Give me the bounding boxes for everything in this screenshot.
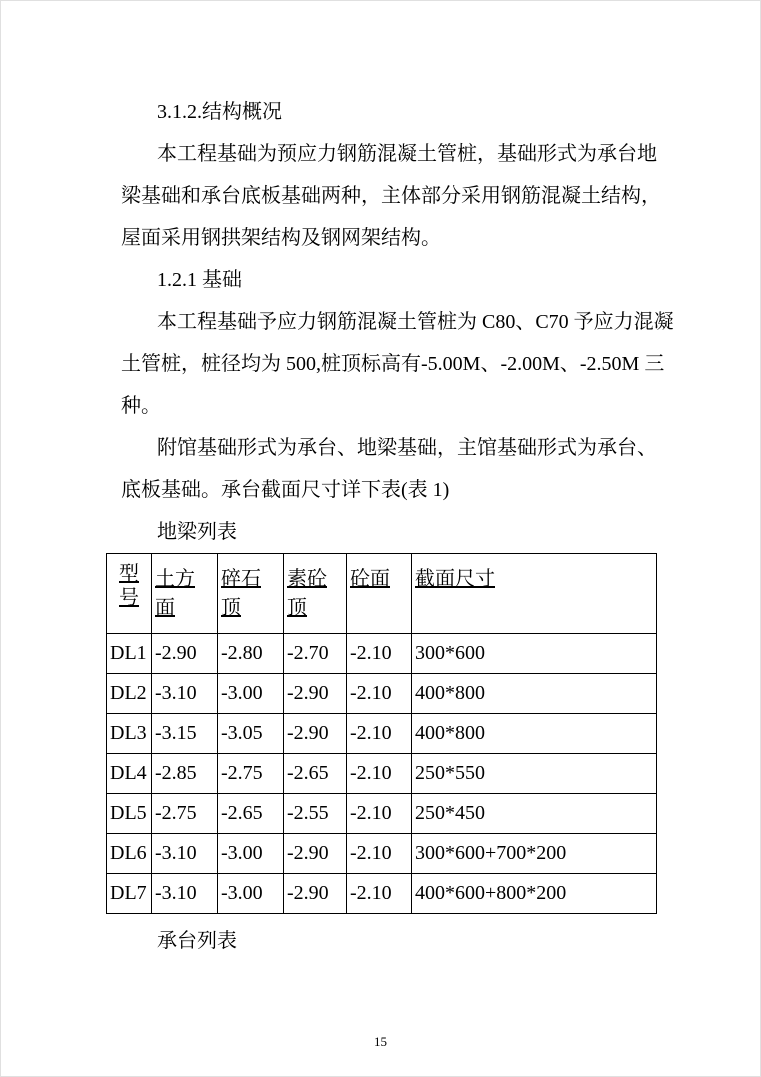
cell-section-size: 400*600+800*200 [412,874,657,914]
cell-plain-concrete-top: -2.65 [284,754,347,794]
paragraph-line: 梁基础和承台底板基础两种，主体部分采用钢筋混凝土结构， [121,185,661,207]
cell-concrete-face: -2.10 [347,834,412,874]
cell-model: DL6 [107,834,152,874]
table-header-row [107,554,657,634]
table-caption-pile-cap-list: 承台列表 [157,930,237,952]
ground-beam-table [106,553,657,914]
cell-plain-concrete-top: -2.55 [284,794,347,834]
paragraph-line: 土管桩，桩径均为 500,桩顶标高有-5.00M、-2.00M、-2.50M 三 [121,353,665,375]
table-row [107,714,657,754]
cell-section-size: 300*600 [412,634,657,674]
cell-section-size: 250*450 [412,794,657,834]
table-row [107,634,657,674]
cell-plain-concrete-top: -2.90 [284,714,347,754]
cell-gravel-top: -3.00 [218,674,284,714]
paragraph-line: 本工程基础予应力钢筋混凝土管桩为 C80、C70 予应力混凝 [157,311,674,333]
cell-model: DL3 [107,714,152,754]
table-caption-ground-beam-list: 地梁列表 [157,521,237,543]
table-row [107,674,657,714]
cell-plain-concrete-top: -2.90 [284,834,347,874]
cell-model: DL5 [107,794,152,834]
table-row [107,874,657,914]
cell-plain-concrete-top: -2.70 [284,634,347,674]
table-header-section-size: 截面尺寸 [412,554,657,634]
cell-model: DL1 [107,634,152,674]
cell-gravel-top: -3.00 [218,834,284,874]
cell-gravel-top: -3.05 [218,714,284,754]
page-number: 15 [374,1034,387,1049]
cell-earthwork: -3.10 [152,874,218,914]
cell-gravel-top: -2.75 [218,754,284,794]
cell-earthwork: -2.85 [152,754,218,794]
cell-section-size: 250*550 [412,754,657,794]
paragraph-line: 附馆基础形式为承台、地梁基础，主馆基础形式为承台、 [157,437,657,459]
cell-earthwork: -3.10 [152,674,218,714]
cell-earthwork: -3.10 [152,834,218,874]
cell-concrete-face: -2.10 [347,754,412,794]
table-row [107,834,657,874]
cell-earthwork: -3.15 [152,714,218,754]
table-header-gravel-top: 碎石 顶 [218,554,284,634]
cell-section-size: 400*800 [412,674,657,714]
cell-gravel-top: -2.80 [218,634,284,674]
cell-section-size: 300*600+700*200 [412,834,657,874]
table-header-plain-concrete-top: 素砼 顶 [284,554,347,634]
paragraph-foundation-intro [121,133,670,259]
table-header-concrete-face: 砼面 [347,554,412,634]
cell-concrete-face: -2.10 [347,794,412,834]
paragraph-foundation-types [121,427,670,511]
cell-plain-concrete-top: -2.90 [284,674,347,714]
cell-section-size: 400*800 [412,714,657,754]
cell-concrete-face: -2.10 [347,714,412,754]
cell-earthwork: -2.90 [152,634,218,674]
paragraph-pile-details [121,301,674,427]
table-header-earthwork: 土方 面 [152,554,218,634]
table-row [107,794,657,834]
cell-model: DL4 [107,754,152,794]
cell-concrete-face: -2.10 [347,874,412,914]
section-heading-foundation: 1.2.1 基础 [157,269,242,291]
cell-model: DL7 [107,874,152,914]
paragraph-line: 种。 [121,395,161,417]
cell-gravel-top: -3.00 [218,874,284,914]
cell-earthwork: -2.75 [152,794,218,834]
table-header-model: 型号 [107,554,152,634]
cell-concrete-face: -2.10 [347,634,412,674]
paragraph-line: 屋面采用钢拱架结构及钢网架结构。 [121,227,441,249]
section-heading-structure-overview: 3.1.2.结构概况 [157,101,282,123]
table-row [107,754,657,794]
cell-plain-concrete-top: -2.90 [284,874,347,914]
paragraph-line: 底板基础。承台截面尺寸详下表(表 1) [121,479,450,501]
cell-gravel-top: -2.65 [218,794,284,834]
cell-model: DL2 [107,674,152,714]
cell-concrete-face: -2.10 [347,674,412,714]
document-content [110,91,674,962]
paragraph-line: 本工程基础为预应力钢筋混凝土管桩，基础形式为承台地 [157,143,657,165]
